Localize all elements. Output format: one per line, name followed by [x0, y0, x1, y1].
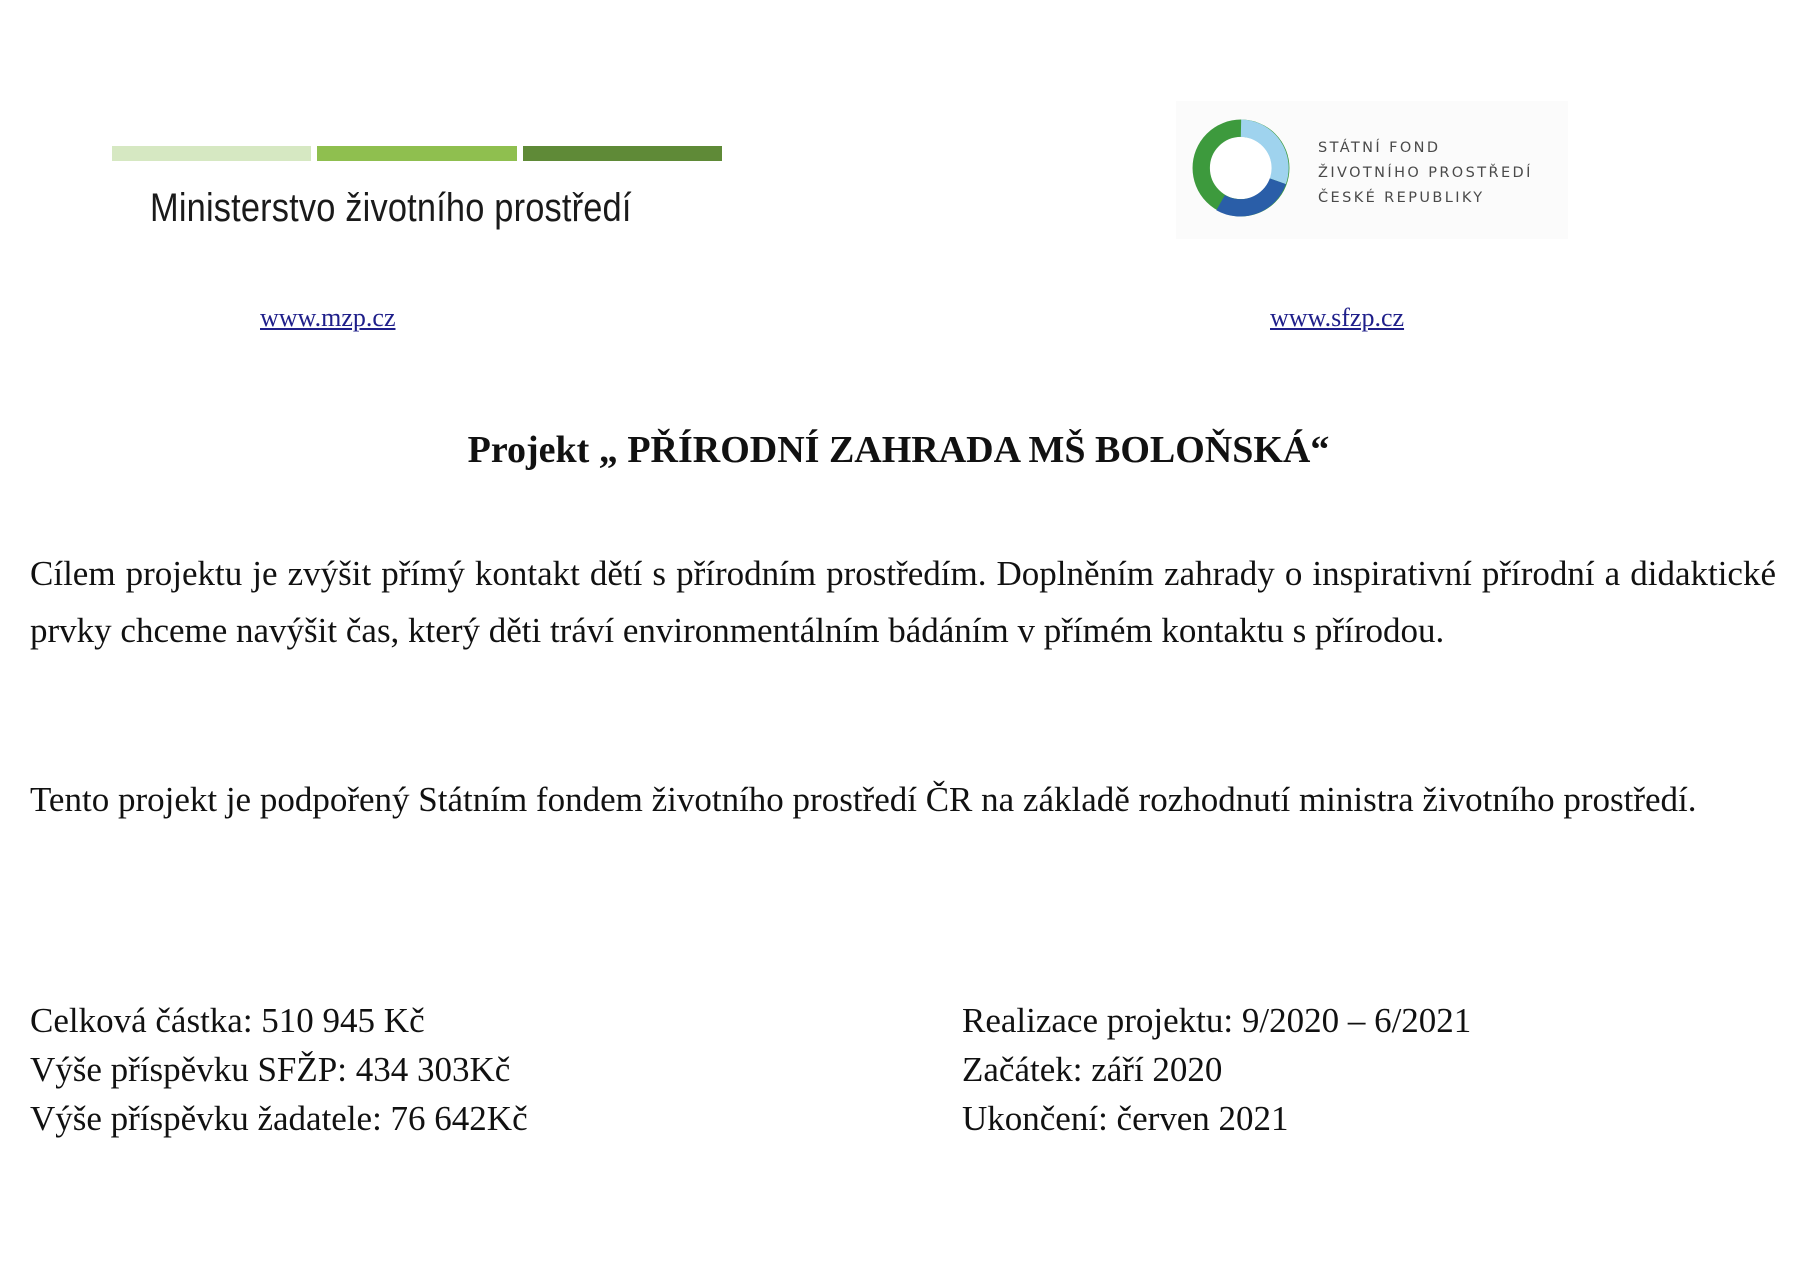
finance-block [30, 996, 528, 1143]
project-support-paragraph: Tento projekt je podpořený Státním fondem životního prostředí ČR na základě rozhodnutí ministra životního prostředí. [30, 780, 1697, 819]
sfzp-logo-line-2: ŽIVOTNÍHO PROSTŘEDÍ [1318, 165, 1533, 181]
mzp-bar-dark [523, 146, 722, 161]
end-date: Ukončení: červen 2021 [962, 1099, 1289, 1138]
timeline-block [962, 996, 1471, 1143]
realization-period: Realizace projektu: 9/2020 – 6/2021 [962, 1001, 1472, 1040]
sfzp-logo-icon [1190, 117, 1292, 219]
project-title: Projekt „ PŘÍRODNÍ ZAHRADA MŠ BOLOŇSKÁ“ [467, 429, 1330, 471]
sfzp-logo-line-3: ČESKÉ REPUBLIKY [1318, 190, 1485, 206]
applicant-contribution: Výše příspěvku žadatele: 76 642Kč [30, 1099, 528, 1138]
mzp-logo-name: Ministerstvo životního prostředí [150, 186, 632, 230]
sfzp-website-link[interactable]: www.sfzp.cz [1270, 303, 1405, 332]
start-date: Začátek: září 2020 [962, 1050, 1223, 1089]
sfzp-logo-text [1318, 136, 1533, 211]
mzp-website-link[interactable]: www.mzp.cz [260, 303, 396, 332]
mzp-bar-light [112, 146, 311, 161]
sfzp-logo-line-1: STÁTNÍ FOND [1318, 140, 1441, 156]
total-amount: Celková částka: 510 945 Kč [30, 1001, 425, 1040]
sfzp-contribution: Výše příspěvku SFŽP: 434 303Kč [30, 1050, 511, 1089]
mzp-logo-bars [112, 146, 722, 161]
mzp-bar-mid [317, 146, 516, 161]
project-goal-paragraph: Cílem projektu je zvýšit přímý kontakt dětí s přírodním prostředím. Doplněním zahrady o inspirativní přírodní a didaktické prvky chceme navýšit čas, který děti tráví environmentálním bádáním v přímém kontaktu s přírodou. [30, 554, 1776, 650]
